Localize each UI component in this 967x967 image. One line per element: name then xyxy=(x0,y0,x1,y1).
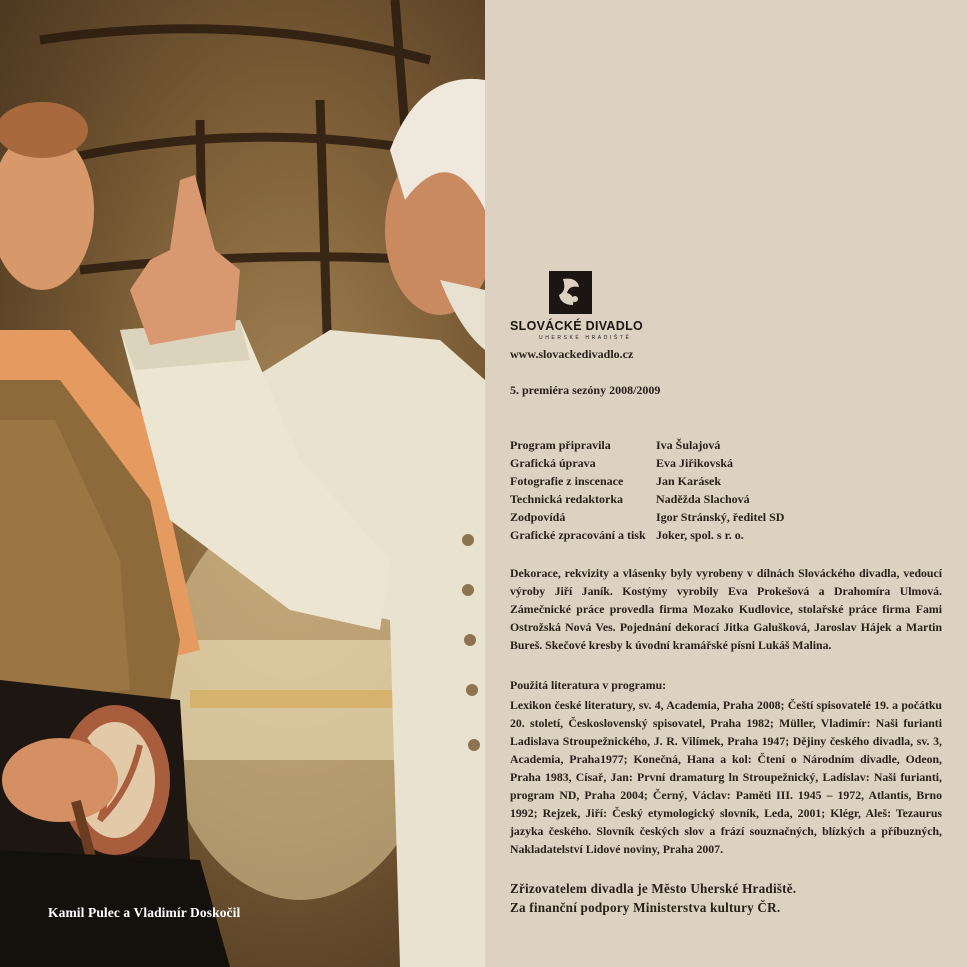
credit-role: Grafická úprava xyxy=(510,456,596,470)
credit-name: Igor Stránský, ředitel SD xyxy=(656,510,785,524)
credit-name: Naděžda Slachová xyxy=(656,492,750,506)
credit-role: Grafické zpracování a tisk xyxy=(510,528,646,542)
credit-row xyxy=(510,472,784,490)
credit-row xyxy=(510,454,784,472)
credit-row xyxy=(510,526,784,544)
funding-note xyxy=(510,879,796,917)
credit-row xyxy=(510,508,784,526)
founder-line: Zřizovatelem divadla je Město Uherské Hradiště. xyxy=(510,881,797,896)
sponsor-line: Za finanční podpory Ministerstva kultury ČR. xyxy=(510,900,781,915)
credit-role: Technická redaktorka xyxy=(510,492,624,506)
credit-name: Jan Karásek xyxy=(656,474,722,488)
premiere-line: 5. premiéra sezóny 2008/2009 xyxy=(510,383,661,397)
credit-row xyxy=(510,436,784,454)
literature-heading: Použitá literatura v programu: xyxy=(510,678,667,692)
credit-role: Program připravila xyxy=(510,438,611,452)
credit-role: Zodpovídá xyxy=(510,510,566,524)
colophon-panel xyxy=(485,0,967,967)
credit-row xyxy=(510,490,784,508)
credits-list xyxy=(510,436,784,544)
production-paragraph: Dekorace, rekvizity a vlásenky byly vyrobeny v dílnách Slováckého divadla, vedoucí výroby Jiří Janík. Kostýmy vyrobily Eva Prokešová a Drahomíra Ulmová. Zámečnické práce provedla firma Mozako Kudlovice, stolařské práce firma Fami Ostrožská Nová Ves. Pojednání dekorací Jitka Galušková, Jaroslav Hájek a Martin Bureš. Skečové kresby k úvodní kramářské písni Lukáš Malina. xyxy=(510,566,942,652)
credit-name: Eva Jiřikovská xyxy=(656,456,734,470)
photo-caption: Kamil Pulec a Vladimír Doskočil xyxy=(48,905,241,920)
credit-name: Iva Šulajová xyxy=(656,438,721,452)
credit-role: Fotografie z inscenace xyxy=(510,474,624,488)
literature-paragraph: Lexikon české literatury, sv. 4, Academia, Praha 2008; Čeští spisovatelé 19. a počátku 20. století, Československý spisovatel, Praha 1982; Müller, Vladimír: Naši furianti Ladislava Stroupežnického, J. R. Vilímek, Praha 1947; Dějiny českého divadla, sv. 3, Academia, Praha1977; Konečná, Hana a kol: Čtení o Národním divadle, Odeon, Praha 1983, Císař, Jan: První dramaturg ln Stroupežnický, Ladislav: Naši furianti, program ND, Praha 2004; Černý, Václav: Paměti III. 1945 – 1972, Atlantis, Brno 1992; Rejzek, Jiří: Český etymologický slovník, Leda, 2001; Klégr, Aleš: Tezaurus jazyka českého. Slovník českých slov a frází souznačných, blízkých a příbuzných, Nakladatelství Lidové noviny, Praha 2007. xyxy=(510,698,942,856)
theatre-name: SLOVÁCKÉ DIVADLO xyxy=(510,319,644,333)
theatre-city: UHERSKÉ HRADIŠTĚ xyxy=(539,335,632,341)
theatre-logo-icon xyxy=(549,271,592,314)
credit-name: Joker, spol. s r. o. xyxy=(656,528,744,542)
website-link[interactable]: www.slovackedivadlo.cz xyxy=(510,347,634,361)
